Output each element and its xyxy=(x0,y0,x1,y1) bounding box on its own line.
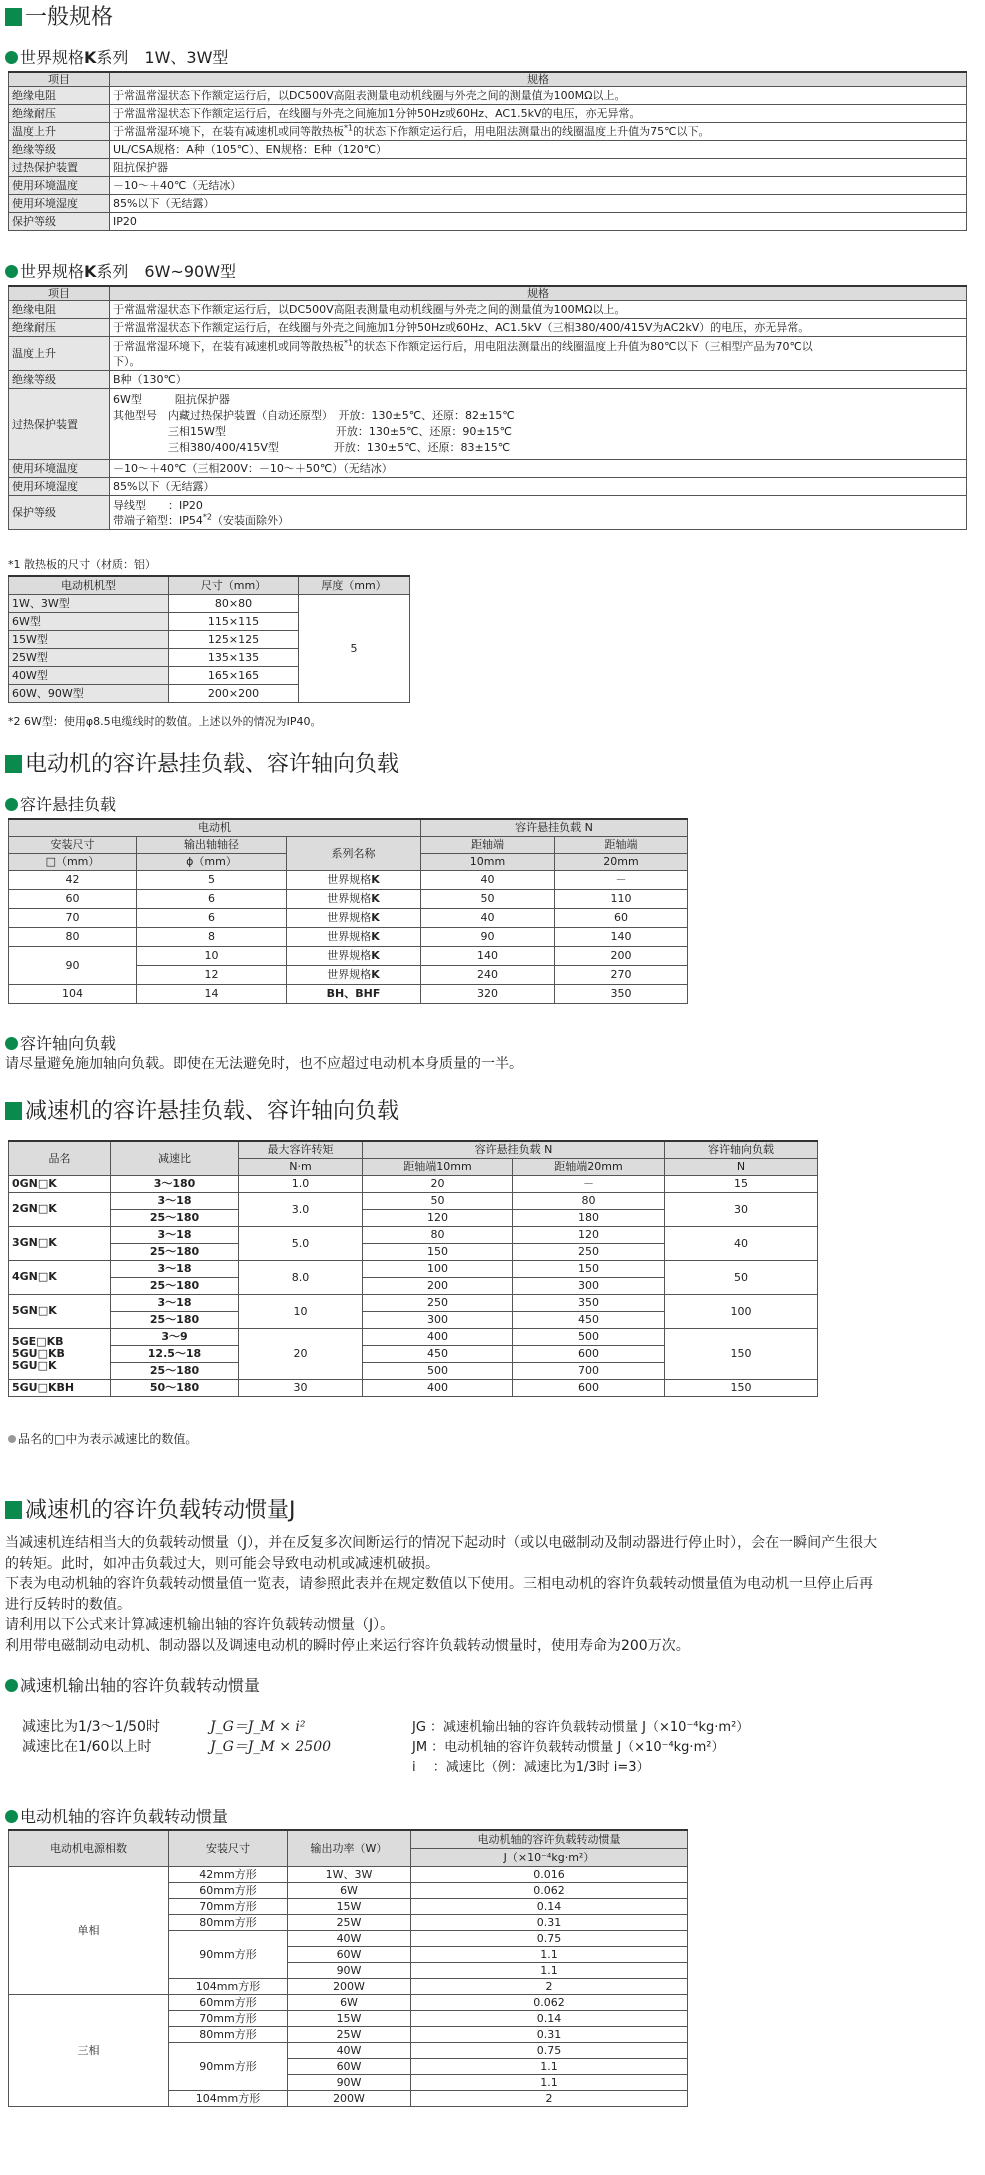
load-20mm: 600 xyxy=(513,1379,665,1396)
table-row: 60 6 世界规格K 50 110 xyxy=(9,889,688,908)
subtitle-gearhead-inertia: 减速机输出轴的容许负载转动惯量 xyxy=(5,1676,260,1696)
inertia-value: 1.1 xyxy=(411,2074,688,2090)
output-power: 60W xyxy=(288,1946,411,1962)
footnote-heatsink: *1 散热板的尺寸（材质：铝） xyxy=(8,558,156,571)
max-torque: 1.0 xyxy=(239,1175,363,1192)
table-row: 温度上升 于常温常湿环境下，在装有减速机或同等散热板$^{*1}$的状态下作额定运行后，用电阻法测量出的线圈温度上升值为80℃以下（三相型产品为70℃以 下）。 xyxy=(9,337,967,371)
load-10mm: 120 xyxy=(363,1209,513,1226)
table-row: 使用环境湿度 85%以下（无结露） xyxy=(9,195,967,213)
inertia-value: 0.14 xyxy=(411,1898,688,1914)
table-row: 过热保护装置 6W型 阻抗保护器 其他型号 内藏过热保护装置（自动还原型） 开放：130±5℃、还原：82±15℃ 三相15W型 开放：130±5℃、还原：90±15℃ 三相380/400/415V型 开放：130±5℃、还原：83±15℃ xyxy=(9,389,967,460)
phase: 三相 xyxy=(9,1994,169,2106)
grey-dot-icon xyxy=(8,1435,16,1443)
output-power: 90W xyxy=(288,1962,411,1978)
formula-2: J_G＝J_M × 2500 xyxy=(210,1739,332,1755)
axial-load: 150 xyxy=(665,1379,818,1396)
inertia-value: 0.062 xyxy=(411,1882,688,1898)
inertia-value: 0.14 xyxy=(411,2010,688,2026)
table-row: 绝缘等级 UL/CSA规格：A种（105℃）、EN规格：E种（120℃） xyxy=(9,141,967,159)
gear-ratio: 3～18 xyxy=(111,1226,239,1243)
green-square-icon xyxy=(5,8,22,26)
inertia-value: 0.31 xyxy=(411,1914,688,1930)
table-row xyxy=(9,1994,688,2010)
output-power: 15W xyxy=(288,2010,411,2026)
gear-ratio: 3～18 xyxy=(111,1192,239,1209)
table-row: 60W、90W型 200×200 xyxy=(9,684,410,702)
gear-ratio: 50～180 xyxy=(111,1379,239,1396)
table-row: 使用环境温度 －10～＋40℃（无结冰） xyxy=(9,177,967,195)
table-row: 70 6 世界规格K 40 60 xyxy=(9,908,688,927)
axial-load: 30 xyxy=(665,1192,818,1226)
inertia-value: 1.1 xyxy=(411,2058,688,2074)
max-torque: 10 xyxy=(239,1294,363,1328)
output-power: 25W xyxy=(288,2026,411,2042)
output-power: 40W xyxy=(288,2042,411,2058)
subtitle-k-6w-90w: 世界规格K系列 6W~90W型 xyxy=(5,262,236,282)
load-20mm: 80 xyxy=(513,1192,665,1209)
load-20mm: 250 xyxy=(513,1243,665,1260)
green-dot-icon xyxy=(5,798,18,811)
output-power: 60W xyxy=(288,2058,411,2074)
load-10mm: 400 xyxy=(363,1379,513,1396)
load-20mm: 600 xyxy=(513,1345,665,1362)
green-square-icon xyxy=(5,1102,22,1120)
load-10mm: 100 xyxy=(363,1260,513,1277)
table-row xyxy=(9,1328,818,1345)
mount-size: 42mm方形 xyxy=(169,1866,288,1882)
header-item: 项目 xyxy=(9,286,110,301)
formula-def-jg: JG ：减速机输出轴的容许负载转动惯量 J（×10⁻⁴kg·m²） xyxy=(412,1720,750,1735)
axial-load: 50 xyxy=(665,1260,818,1294)
load-10mm: 50 xyxy=(363,1192,513,1209)
subtitle-axial-load: 容许轴向负载 xyxy=(5,1034,116,1054)
inertia-value: 1.1 xyxy=(411,1946,688,1962)
load-20mm: 300 xyxy=(513,1277,665,1294)
table-row xyxy=(9,1192,818,1209)
table-row: 保护等级 IP20 xyxy=(9,213,967,231)
table-row: 绝缘电阻 于常温常湿状态下作额定运行后，以DC500V高阻表测量电动机线圈与外壳之间的测量值为100MΩ以上。 xyxy=(9,301,967,319)
gearhead-name: 5GU□KBH xyxy=(9,1379,111,1396)
output-power: 90W xyxy=(288,2074,411,2090)
green-dot-icon xyxy=(5,1810,18,1823)
gear-ratio: 3～18 xyxy=(111,1294,239,1311)
table-row: 6W型 115×115 xyxy=(9,612,410,630)
formula-def-jm: JM ：电动机轴的容许负载转动惯量 J（×10⁻⁴kg·m²） xyxy=(412,1740,725,1755)
gearhead-name: 5GN□K xyxy=(9,1294,111,1328)
output-power: 6W xyxy=(288,1882,411,1898)
table-row: 25W型 135×135 xyxy=(9,648,410,666)
axial-load-text: 请尽量避免施加轴向负载。即使在无法避免时，也不应超过电动机本身质量的一半。 xyxy=(5,1056,523,1072)
axial-load: 15 xyxy=(665,1175,818,1192)
max-torque: 3.0 xyxy=(239,1192,363,1226)
axial-load: 100 xyxy=(665,1294,818,1328)
load-10mm: 450 xyxy=(363,1345,513,1362)
gearhead-load-table: 品名 减速比 最大容许转矩 容许悬挂负载 N 容许轴向负载 N·m 距轴端10mm 距轴端20mm N 0GN□K 3～180 1.0 20 － 15 2GN□K 3～18 3.0 50 80 30 25～180 120 180 3GN□K 3～18 5.0 80 120 40 25～180 150 250 4GN□K 3～18 8.0 100 150 50 25～180 200 300 5GN□K 3～18 10 250 350 100 25～180 300 450 5GE□KB 5GU□KB 5GU□K 3～9 20 400 500 150 12.5～18 450 600 25～180 500 700 5GU□KBH 50～180 30 400 600 150 xyxy=(8,1140,818,1397)
subtitle-overhung-load: 容许悬挂负载 xyxy=(5,795,116,815)
gear-ratio: 25～180 xyxy=(111,1243,239,1260)
load-10mm: 150 xyxy=(363,1243,513,1260)
load-20mm: 150 xyxy=(513,1260,665,1277)
table-row: 90 10 世界规格K 140 200 xyxy=(9,946,688,965)
table-row: 绝缘等级 B种（130℃） xyxy=(9,371,967,389)
gearhead-name: 0GN□K xyxy=(9,1175,111,1192)
green-dot-icon xyxy=(5,51,18,64)
green-dot-icon xyxy=(5,265,18,278)
load-10mm: 500 xyxy=(363,1362,513,1379)
section-title-gearhead-load: 减速机的容许悬挂负载、容许轴向负载 xyxy=(5,1099,399,1125)
load-20mm: 500 xyxy=(513,1328,665,1345)
inertia-value: 2 xyxy=(411,2090,688,2106)
table-row: 过热保护装置 阻抗保护器 xyxy=(9,159,967,177)
table-row: 绝缘耐压 于常温常湿状态下作额定运行后，在线圈与外壳之间施加1分钟50Hz或60Hz、AC1.5kV（三相380/400/415V为AC2kV）的电压，亦无异常。 xyxy=(9,319,967,337)
spec-table-6w-90w xyxy=(8,285,967,530)
header-item: 项目 xyxy=(9,72,110,87)
gear-ratio: 3～9 xyxy=(111,1328,239,1345)
table-row: 温度上升 于常温常湿环境下，在装有减速机或同等散热板$^{*1}$的状态下作额定运行后，用电阻法测量出的线圈温度上升值为75℃以下。 xyxy=(9,123,967,141)
max-torque: 8.0 xyxy=(239,1260,363,1294)
inertia-value: 1.1 xyxy=(411,1962,688,1978)
load-10mm: 200 xyxy=(363,1277,513,1294)
table-row: 40W型 165×165 xyxy=(9,666,410,684)
table-row xyxy=(9,1866,688,1882)
load-20mm: 700 xyxy=(513,1362,665,1379)
gear-ratio: 25～180 xyxy=(111,1362,239,1379)
inertia-value: 0.062 xyxy=(411,1994,688,2010)
load-20mm: 450 xyxy=(513,1311,665,1328)
green-dot-icon xyxy=(5,1037,18,1050)
inertia-value: 0.75 xyxy=(411,1930,688,1946)
load-20mm: 350 xyxy=(513,1294,665,1311)
output-power: 15W xyxy=(288,1898,411,1914)
heatsink-size-table: 电动机机型 尺寸（mm） 厚度（mm） 1W、3W型 80×80 5 6W型 115×115 15W型 125×125 25W型 135×135 40W型 165×165 60W、90W型 200×200 xyxy=(8,575,410,703)
formula-def-i: i ：减速比（例：减速比为1/3时 i=3） xyxy=(412,1760,650,1775)
inertia-value: 0.31 xyxy=(411,2026,688,2042)
formula-1: J_G＝J_M × i² xyxy=(210,1719,306,1735)
green-dot-icon xyxy=(5,1679,18,1692)
section-title-motor-load: 电动机的容许悬挂负载、容许轴向负载 xyxy=(5,752,399,778)
table-row: 绝缘耐压 于常温常湿状态下作额定运行后，在线圈与外壳之间施加1分钟50Hz或60Hz、AC1.5kV的电压，亦无异常。 xyxy=(9,105,967,123)
green-square-icon xyxy=(5,755,22,773)
gear-ratio: 3～18 xyxy=(111,1260,239,1277)
section-title-inertia: 减速机的容许负载转动惯量J xyxy=(5,1498,296,1524)
output-power: 40W xyxy=(288,1930,411,1946)
table-row xyxy=(9,1226,818,1243)
subtitle-k-1w-3w: 世界规格K系列 1W、3W型 xyxy=(5,48,228,68)
output-power: 200W xyxy=(288,2090,411,2106)
table-row xyxy=(9,1175,818,1192)
max-torque: 30 xyxy=(239,1379,363,1396)
table-row xyxy=(9,1379,818,1396)
load-10mm: 250 xyxy=(363,1294,513,1311)
section-title-general-spec: 一般规格 xyxy=(5,5,113,31)
gear-ratio: 3～180 xyxy=(111,1175,239,1192)
table-row: 绝缘电阻 于常温常湿状态下作额定运行后，以DC500V高阻表测量电动机线圈与外壳之间的测量值为100MΩ以上。 xyxy=(9,87,967,105)
inertia-value: 2 xyxy=(411,1978,688,1994)
footnote-ip: *2 6W型：使用φ8.5电缆线时的数值。上述以外的情况为IP40。 xyxy=(8,715,322,728)
load-20mm: 180 xyxy=(513,1209,665,1226)
inertia-description: 当减速机连结相当大的负载转动惯量（J），并在反复多次间断运行的情况下起动时（或以电磁制动及制动器进行停止时），会在一瞬间产生很大 的转矩。此时，如冲击负载过大，则可能会导致电动机或减速机破损。 下表为电动机轴的容许负载转动惯量值一览表，请参照此表并在规定数值以下使用。三相电动机的容许负载转动惯量值为电动机一旦停止后再 进行反转时的数值。 请利用以下公式来计算减速机输出轴的容许负载转动惯量（J）。 利用带电磁制动电动机、制动器以及调速电动机的瞬时停止来运行容许负载转动惯量时，使用寿命为200万次。 xyxy=(5,1535,878,1654)
table-row: 使用环境温度 －10～＋40℃（三相200V：－10～＋50℃）（无结冰） xyxy=(9,460,967,478)
mount-size: 104mm方形 xyxy=(169,2090,288,2106)
phase: 单相 xyxy=(9,1866,169,1994)
axial-load: 150 xyxy=(665,1328,818,1379)
gear-ratio: 25～180 xyxy=(111,1277,239,1294)
header-spec: 规格 xyxy=(110,286,967,301)
load-10mm: 80 xyxy=(363,1226,513,1243)
table-row: 104 14 BH、BHF 320 350 xyxy=(9,984,688,1003)
table-row xyxy=(9,1260,818,1277)
mount-size: 60mm方形 xyxy=(169,1994,288,2010)
motor-overhung-load-table: 电动机 容许悬挂负载 N 安装尺寸 输出轴轴径 系列名称 距轴端 距轴端 □（mm） ϕ（mm） 10mm 20mm 42 5 世界规格K 40 － 60 6 世界规格K 50 110 70 6 世界规格K 40 60 80 8 世界规格K 90 140 90 10 世界规格K 140 200 12 世界规格K 240 270 104 14 BH、BHF 320 350 xyxy=(8,818,688,1004)
subtitle-motor-inertia: 电动机轴的容许负载转动惯量 xyxy=(5,1807,228,1827)
gear-ratio: 25～180 xyxy=(111,1209,239,1226)
load-10mm: 300 xyxy=(363,1311,513,1328)
gear-ratio: 12.5～18 xyxy=(111,1345,239,1362)
gear-ratio: 25～180 xyxy=(111,1311,239,1328)
formula-condition-1: 减速比为1/3～1/50时 xyxy=(22,1719,160,1735)
output-power: 200W xyxy=(288,1978,411,1994)
mount-size: 90mm方形 xyxy=(169,1930,288,1978)
axial-load: 40 xyxy=(665,1226,818,1260)
mount-size: 90mm方形 xyxy=(169,2042,288,2090)
load-20mm: 120 xyxy=(513,1226,665,1243)
table-row: 1W、3W型 80×80 5 xyxy=(9,594,410,612)
gearhead-name: 2GN□K xyxy=(9,1192,111,1226)
load-10mm: 400 xyxy=(363,1328,513,1345)
mount-size: 60mm方形 xyxy=(169,1882,288,1898)
table-row: 80 8 世界规格K 90 140 xyxy=(9,927,688,946)
mount-size: 80mm方形 xyxy=(169,1914,288,1930)
header-spec: 规格 xyxy=(110,72,967,87)
load-20mm: － xyxy=(513,1175,665,1192)
table-row: 12 世界规格K 240 270 xyxy=(9,965,688,984)
table-row: 使用环境湿度 85%以下（无结露） xyxy=(9,478,967,496)
green-square-icon xyxy=(5,1501,22,1519)
mount-size: 70mm方形 xyxy=(169,2010,288,2026)
mount-size: 80mm方形 xyxy=(169,2026,288,2042)
table-row: 保护等级 导线型 ：IP20 带端子箱型：IP54$^{*2}$（安装面除外） xyxy=(9,496,967,530)
output-power: 25W xyxy=(288,1914,411,1930)
max-torque: 5.0 xyxy=(239,1226,363,1260)
formula-condition-2: 减速比在1/60以上时 xyxy=(22,1739,152,1755)
table-row: 42 5 世界规格K 40 － xyxy=(9,870,688,889)
inertia-value: 0.75 xyxy=(411,2042,688,2058)
table-row xyxy=(9,1294,818,1311)
output-power: 6W xyxy=(288,1994,411,2010)
gearhead-note: 品名的□中为表示减速比的数值。 xyxy=(8,1432,197,1446)
gearhead-name: 3GN□K xyxy=(9,1226,111,1260)
load-10mm: 20 xyxy=(363,1175,513,1192)
inertia-value: 0.016 xyxy=(411,1866,688,1882)
spec-table-1w-3w xyxy=(8,71,967,231)
mount-size: 70mm方形 xyxy=(169,1898,288,1914)
max-torque: 20 xyxy=(239,1328,363,1379)
gearhead-name: 5GE□KB 5GU□KB 5GU□K xyxy=(9,1328,111,1379)
mount-size: 104mm方形 xyxy=(169,1978,288,1994)
table-row: 15W型 125×125 xyxy=(9,630,410,648)
gearhead-name: 4GN□K xyxy=(9,1260,111,1294)
output-power: 1W、3W xyxy=(288,1866,411,1882)
motor-inertia-table: 电动机电源相数 安装尺寸 输出功率（W） 电动机轴的容许负载转动惯量 J（×10⁻⁴kg·m²） 单相 42mm方形 1W、3W 0.016 60mm方形 6W 0.062 70mm方形 15W 0.14 80mm方形 25W 0.31 90mm方形 40W 0.75 60W 1.1 90W 1.1 104mm方形 200W 2 三相 60mm方形 6W 0.062 70mm方形 15W 0.14 80mm方形 25W 0.31 90mm方形 40W 0.75 60W 1.1 90W 1.1 104mm方形 200W 2 xyxy=(8,1829,688,2107)
